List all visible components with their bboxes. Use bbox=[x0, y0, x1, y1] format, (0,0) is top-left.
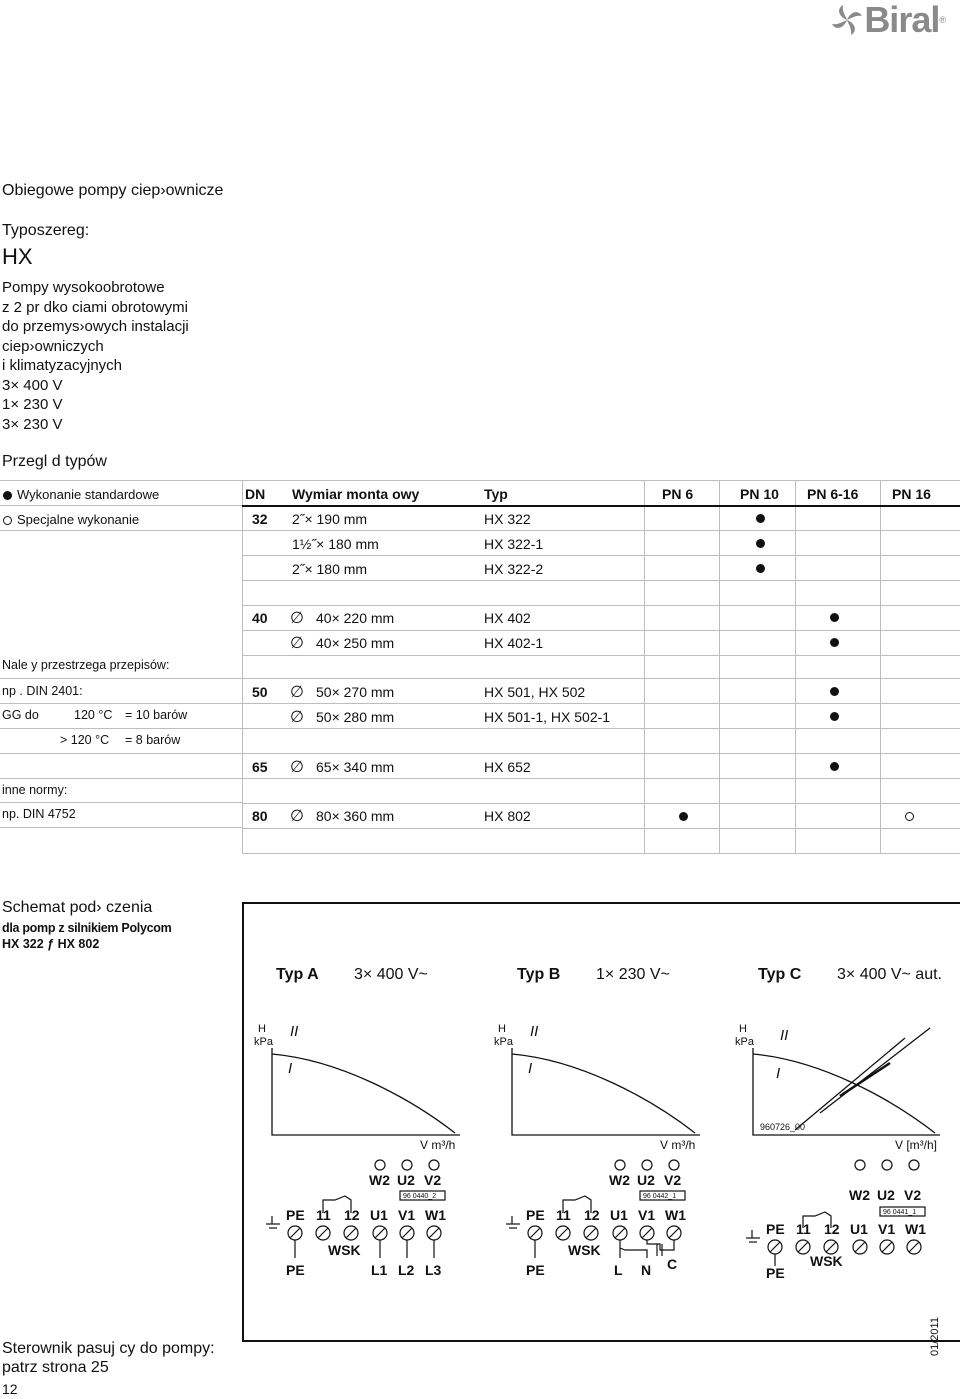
standard-dot-icon bbox=[830, 613, 839, 622]
rule bbox=[242, 703, 960, 704]
series-label: Typoszereg: bbox=[2, 222, 90, 239]
standard-dot-icon bbox=[756, 564, 765, 573]
rule bbox=[0, 678, 242, 679]
standard-dot-icon bbox=[756, 514, 765, 523]
cell-type: HX 322-1 bbox=[484, 536, 544, 552]
schema-title: Schemat pod› czenia bbox=[2, 899, 153, 916]
rule bbox=[242, 753, 960, 754]
controller-page-ref: patrz strona 25 bbox=[2, 1359, 109, 1376]
rule bbox=[0, 703, 242, 704]
schema-subtitle1: dla pomp z silnikiem Polycom bbox=[2, 921, 172, 935]
cell-type: HX 802 bbox=[484, 808, 531, 824]
terminal-pe: PE bbox=[766, 1221, 785, 1237]
gg-eq1: = 10 barów bbox=[125, 708, 188, 722]
rule bbox=[242, 555, 960, 556]
diagram-code-a: 96 0440_2 bbox=[403, 1193, 437, 1200]
other-norms: inne normy: bbox=[2, 783, 68, 797]
col-divider bbox=[880, 480, 881, 854]
special-circle-icon bbox=[905, 812, 914, 821]
cell-type: HX 402-1 bbox=[484, 635, 544, 651]
type-b-voltage: 1× 230 V~ bbox=[596, 966, 670, 983]
rule bbox=[242, 530, 960, 531]
type-a-voltage: 3× 400 V~ bbox=[354, 966, 428, 983]
axis-v-a: V m³/h bbox=[420, 1138, 456, 1152]
schema-subtitle2: HX 322 ƒ HX 802 bbox=[2, 937, 100, 951]
terminal-u1: U1 bbox=[850, 1221, 868, 1237]
standard-dot-icon bbox=[830, 638, 839, 647]
line-c: C bbox=[667, 1256, 678, 1272]
cell-dimension: 2˝× 180 mm bbox=[292, 561, 368, 577]
type-b-label: Typ B bbox=[517, 966, 561, 983]
terminal-12: 12 bbox=[584, 1207, 600, 1223]
speed-ii-a: II bbox=[290, 1023, 299, 1040]
legend-dot-icon bbox=[3, 491, 12, 500]
col-header-type: Typ bbox=[484, 486, 508, 502]
standard-dot-icon bbox=[679, 812, 688, 821]
terminal-u1: U1 bbox=[610, 1207, 628, 1223]
rule bbox=[242, 655, 960, 656]
rule bbox=[0, 753, 242, 754]
cell-dimension: 65× 340 mm bbox=[316, 759, 395, 775]
terminal-w2: W2 bbox=[369, 1172, 390, 1188]
diameter-icon: ∅ bbox=[290, 684, 304, 701]
cell-dn: 65 bbox=[252, 759, 268, 775]
category-title: Obiegowe pompy ciep›ownicze bbox=[2, 182, 224, 199]
cell-dimension: 2˝× 190 mm bbox=[292, 511, 368, 527]
axis-h-c: H bbox=[739, 1023, 747, 1035]
standard-dot-icon bbox=[830, 687, 839, 696]
terminal-pe: PE bbox=[526, 1207, 545, 1223]
col-header-pn16: PN 16 bbox=[892, 486, 931, 502]
col-header-pn6-16: PN 6-16 bbox=[807, 486, 859, 502]
col-divider bbox=[242, 480, 243, 854]
biral-swirl-icon bbox=[830, 3, 864, 37]
axis-v-c: V [m³/h] bbox=[895, 1138, 938, 1152]
cell-type: HX 652 bbox=[484, 759, 531, 775]
cell-dimension: 40× 250 mm bbox=[316, 635, 395, 651]
rule bbox=[242, 803, 960, 804]
curve-c-system-line-1 bbox=[795, 1038, 905, 1130]
description-line: do przemys›owych instalacji bbox=[2, 318, 189, 335]
description-line: 3× 400 V bbox=[2, 376, 63, 394]
type-c-voltage: 3× 400 V~ aut. bbox=[837, 966, 942, 983]
biral-logo bbox=[830, 0, 946, 40]
wiring-diagrams bbox=[250, 1158, 960, 1283]
gg-temp1: 120 °C bbox=[74, 708, 113, 722]
type-a-label: Typ A bbox=[276, 966, 319, 983]
rule bbox=[242, 605, 960, 606]
rule bbox=[0, 827, 242, 828]
cell-type: HX 501, HX 502 bbox=[484, 684, 586, 700]
diagram-code-c: 960726_00 bbox=[760, 1122, 806, 1132]
norm-din4752: np. DIN 4752 bbox=[2, 807, 76, 821]
wsk-label: WSK bbox=[568, 1242, 601, 1258]
norm-din2401: np . DIN 2401: bbox=[2, 684, 83, 698]
terminal-v1: V1 bbox=[398, 1207, 416, 1223]
description-line: Pompy wysokoobrotowe bbox=[2, 279, 165, 296]
cell-dn: 40 bbox=[252, 610, 268, 626]
curve-c-arrow bbox=[840, 1063, 890, 1096]
terminal-v2: V2 bbox=[664, 1172, 682, 1188]
terminal-pe: PE bbox=[286, 1207, 305, 1223]
rule bbox=[242, 630, 960, 631]
terminal-12: 12 bbox=[344, 1207, 360, 1223]
overview-title: Przegl d typów bbox=[2, 453, 107, 470]
diameter-icon: ∅ bbox=[290, 709, 304, 726]
curve-b-axes bbox=[512, 1048, 700, 1135]
terminal-v1: V1 bbox=[878, 1221, 896, 1237]
axis-h-b: H bbox=[498, 1023, 506, 1035]
gg-eq2: = 8 barów bbox=[125, 733, 181, 747]
description-line: 3× 230 V bbox=[2, 415, 63, 433]
axis-h-a: H bbox=[258, 1023, 266, 1035]
speed-i-b: I bbox=[528, 1060, 533, 1077]
wsk-label: WSK bbox=[328, 1242, 361, 1258]
col-divider bbox=[644, 480, 645, 854]
rule bbox=[242, 728, 960, 729]
line-pe: PE bbox=[286, 1262, 305, 1278]
terminal-u2: U2 bbox=[637, 1172, 655, 1188]
description-line: i klimatyzacyjnych bbox=[2, 357, 123, 374]
diagram-code-b: 96 0442_1 bbox=[643, 1193, 677, 1200]
series-name: HX bbox=[2, 244, 33, 269]
description-line: 1× 230 V bbox=[2, 396, 63, 413]
cell-dn: 32 bbox=[252, 511, 268, 527]
axis-kpa-a: kPa bbox=[254, 1036, 273, 1048]
standard-dot-icon bbox=[830, 712, 839, 721]
cell-dimension: 80× 360 mm bbox=[316, 808, 395, 824]
terminal-w1: W1 bbox=[905, 1221, 926, 1237]
terminal-u1: U1 bbox=[370, 1207, 388, 1223]
axis-kpa-c: kPa bbox=[735, 1036, 754, 1048]
cell-type: HX 322 bbox=[484, 511, 531, 527]
rule bbox=[0, 505, 242, 506]
terminal-12: 12 bbox=[824, 1221, 840, 1237]
terminal-v1: V1 bbox=[638, 1207, 656, 1223]
page-number: 12 bbox=[2, 1381, 18, 1397]
line-l1: L1 bbox=[371, 1262, 388, 1278]
curve-a-speed-2 bbox=[272, 1054, 455, 1133]
line-l3: L3 bbox=[425, 1262, 442, 1278]
description-line: z 2 pr dko ciami obrotowymi bbox=[2, 298, 188, 316]
gg-label: GG do bbox=[2, 708, 39, 722]
type-c-label: Typ C bbox=[758, 966, 802, 983]
line-pe: PE bbox=[526, 1262, 545, 1278]
terminal-11: 11 bbox=[556, 1207, 571, 1223]
type-overview-table bbox=[242, 480, 960, 854]
col-header-pn10: PN 10 bbox=[740, 486, 779, 502]
description-line: ciep›owniczych bbox=[2, 337, 104, 355]
brand-reg: ® bbox=[939, 15, 946, 25]
curve-a-axes bbox=[272, 1048, 460, 1135]
speed-i-c: I bbox=[776, 1065, 781, 1082]
cell-dimension: 40× 220 mm bbox=[316, 610, 395, 626]
wsk-label: WSK bbox=[810, 1253, 843, 1269]
terminal-w2: W2 bbox=[849, 1187, 870, 1203]
cell-dn: 50 bbox=[252, 684, 268, 700]
series-description bbox=[2, 278, 189, 434]
terminal-w1: W1 bbox=[425, 1207, 446, 1223]
col-header-dimension: Wymiar monta owy bbox=[292, 486, 420, 502]
rule bbox=[0, 728, 242, 729]
axis-kpa-b: kPa bbox=[494, 1036, 513, 1048]
rule bbox=[242, 580, 960, 581]
rule bbox=[0, 802, 242, 803]
legend-special: Specjalne wykonanie bbox=[17, 512, 140, 527]
col-divider bbox=[719, 480, 720, 854]
curve-c-system-line-2 bbox=[820, 1028, 930, 1113]
cell-type: HX 322-2 bbox=[484, 561, 544, 577]
rule bbox=[242, 678, 960, 679]
terminal-v2: V2 bbox=[904, 1187, 922, 1203]
cell-dn: 80 bbox=[252, 808, 268, 824]
diameter-icon: ∅ bbox=[290, 635, 304, 652]
speed-i-a: I bbox=[288, 1060, 293, 1077]
rule bbox=[242, 480, 960, 481]
line-pe: PE bbox=[766, 1265, 785, 1281]
rule bbox=[242, 828, 960, 829]
header-rule bbox=[242, 505, 960, 507]
cell-dimension: 50× 270 mm bbox=[316, 684, 395, 700]
col-header-dn: DN bbox=[245, 486, 266, 502]
line-l2: L2 bbox=[398, 1262, 415, 1278]
standard-dot-icon bbox=[830, 762, 839, 771]
rule bbox=[242, 778, 960, 779]
terminal-u2: U2 bbox=[877, 1187, 895, 1203]
rule bbox=[0, 778, 242, 779]
line-l: L bbox=[614, 1262, 623, 1278]
terminal-u2: U2 bbox=[397, 1172, 415, 1188]
rule bbox=[242, 853, 960, 854]
pump-curves bbox=[250, 1018, 960, 1158]
axis-v-b: V m³/h bbox=[660, 1138, 696, 1152]
terminal-v2: V2 bbox=[424, 1172, 442, 1188]
diagram-code-c2: 96 0441_1 bbox=[883, 1209, 917, 1216]
terminal-11: 11 bbox=[796, 1221, 811, 1237]
legend-circle-icon bbox=[3, 516, 12, 525]
gg-temp2: > 120 °C bbox=[60, 733, 110, 747]
issue-date: 01/2011 bbox=[929, 1317, 941, 1356]
norms-title: Nale y przestrzega przepisów: bbox=[2, 658, 170, 672]
diameter-icon: ∅ bbox=[290, 808, 304, 825]
controller-note: Sterownik pasuj cy do pompy: bbox=[2, 1340, 215, 1357]
brand-name: Biral bbox=[864, 0, 940, 40]
speed-ii-b: II bbox=[530, 1023, 539, 1040]
col-header-pn6: PN 6 bbox=[662, 486, 694, 502]
cell-type: HX 501-1, HX 502-1 bbox=[484, 709, 611, 725]
cell-type: HX 402 bbox=[484, 610, 531, 626]
curve-b-speed-2 bbox=[512, 1054, 695, 1133]
col-divider bbox=[795, 480, 796, 854]
diameter-icon: ∅ bbox=[290, 610, 304, 627]
speed-ii-c: II bbox=[780, 1027, 789, 1044]
terminal-11: 11 bbox=[316, 1207, 331, 1223]
terminal-w1: W1 bbox=[665, 1207, 686, 1223]
terminal-w2: W2 bbox=[609, 1172, 630, 1188]
diameter-icon: ∅ bbox=[290, 759, 304, 776]
rule bbox=[0, 480, 242, 481]
cell-dimension: 50× 280 mm bbox=[316, 709, 395, 725]
cell-dimension: 1½˝× 180 mm bbox=[292, 536, 379, 552]
standard-dot-icon bbox=[756, 539, 765, 548]
line-n: N bbox=[641, 1262, 652, 1278]
rule bbox=[0, 530, 242, 531]
legend-standard: Wykonanie standardowe bbox=[17, 487, 160, 502]
